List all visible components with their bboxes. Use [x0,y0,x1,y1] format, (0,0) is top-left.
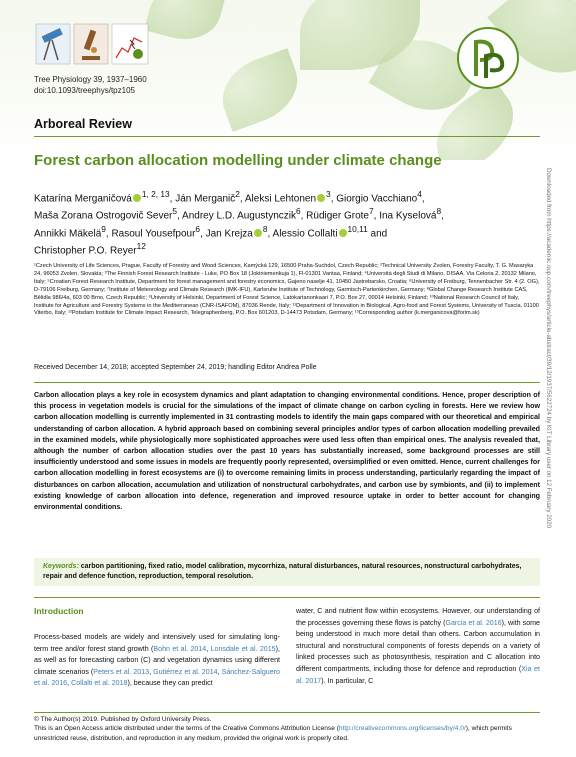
author-name: , Rasoul Yousefpour [105,227,196,239]
download-note: Downloaded from https://academic.oup.com/treephys/article-abstract/39/12/1937/5622724 by KIT Library user on 12 February 2020 [545,168,552,528]
body-text: ). In particular, C [321,676,374,685]
body-text: , [149,667,154,676]
journal-icons [34,20,152,70]
keywords-text: carbon partitioning, fixed ratio, model calibration, mycorrhiza, natural disturbances, natural resources, nonstructural carbohydrates, repair and defence function, reproduction, temporal resolution. [43,563,522,580]
body-text: , [206,644,211,653]
intro-column-left [34,632,280,690]
microscope-icon [74,24,108,64]
author-affiliation-ref: 8 [436,206,442,217]
author-line: Maša Zorana Ostrogovič Sever$^5$, Andrey L.D. Augustynczik$^6$, Rüdiger Grote$^7$, Ina Kyselová$^8$, [34,206,444,222]
body-text: ), with some being understood in much more detail than others. Carbon accumulation in structural and nonstructural components of forests depends on a variety of linked processes such as photosynthesis, respiration and C allocation into different compartments, including those for defence and reproduction ( [296,618,540,673]
intro-column-right [296,606,540,687]
author-affiliation-ref: 9 [101,223,106,234]
section-rule [34,136,540,137]
author-line: Katarína Merganičová $^{1, 2, 13}$, Ján Merganič$^2$, Aleksi Lehtonen $^3$, Giorgio Vacchiano$^4$, [34,189,425,205]
author-affiliation-ref: 6 [295,206,301,217]
author-name: , Alessio Collalti [267,227,338,239]
body-text: ), as well as for forecasting carbon (C) and vegetation dynamics using different climate scenarios ( [34,644,280,676]
keywords-box [34,558,540,586]
author-affiliation-ref: 8 [262,223,268,234]
intro-rule [34,597,540,598]
orcid-icon[interactable] [317,194,325,202]
tree-physiology-logo-icon [456,26,520,90]
citation-link[interactable]: Collalti et al. 2018 [71,679,128,688]
license-text: This is an Open Access article distributed under the terms of the Creative Commons Attribution License ( [34,725,339,733]
author-name: , Jan Krejza [200,227,253,239]
citation-link[interactable]: Gutiérrez et al. 2014 [153,667,218,676]
license-footer [34,715,540,743]
author-line [34,223,540,240]
citation-link[interactable]: Lonsdale et al. 2015 [210,644,276,653]
body-text: ), because they can predict [127,679,213,688]
citation-link[interactable]: Sánchez-Salguero et al. 2016 [34,667,280,688]
author-name: Katarína Merganičová [34,193,132,205]
author-name: , Andrey L.D. Augustynczik [177,210,296,222]
author-affiliation-ref: 5 [172,206,178,217]
citation-link[interactable]: Peters et al. 2013 [93,667,150,676]
article-title: Forest carbon allocation modelling under climate change [34,152,442,169]
author-name: , Aleksi Lehtonen [239,193,317,205]
author-affiliation-ref: 6 [195,223,201,234]
article-dates: Received December 14, 2018; accepted September 24, 2019; handling Editor Andrea Polle [34,364,317,371]
author-name: , Giorgio Vacchiano [330,193,418,205]
license-text: ), which permits unrestricted reuse, distribution, and reproduction in any medium, provided the original work is properly cited. [34,725,512,742]
orcid-icon[interactable] [254,229,262,237]
citation-link[interactable]: Bohn et al. 2014 [153,644,207,653]
abstract-rule [34,382,540,383]
affiliations: ¹Czech University of Life Sciences, Prague, Faculty of Forestry and Wood Sciences, Kamýcká 129, 16500 Praha-Suchdol, Czech Republic; ²Technical University Zvolen, Forestry Faculty, T. G. Masaryka 24, 96053 Zvolen, Slovakia; ³The Finnish Forest Research Institute - Luke, PO Box 18 (Jokiniemenkuja 1), FI-01301 Vantaa, Finland; ⁴Università degli Studi di Milano, DISAA. Via Celoria 2, 20132 Milano, Italy; ⁵Croatian Forest Research Institute, Department for forest management and forestry economics, Gajeno naselje 41, 10450 Jastrebarsko, Croatia; ⁶University of Freiburg, Tennenbacher Str. 4 (2. OG), D-79106 Freiburg, Germany; ⁷Institute of Meteorology and Climate Research (IMK-IFU), Karlsruhe Institute of Technology, Garmisch-Partenkirchen, Germany; ⁸Global Change Research Institute CAS, Bělidla 986/4a, 603 00 Brno, Czech Republic; ⁹University of Helsinki, Department of Forest Science, Latokartanonkaari 7, P.O. Box 27, 00014 Helsinki, Finland; ¹⁰National Research Council of Italy, Institute for Agriculture and Forestry Systems in the Mediterranean (CNR-ISAFOM), 87036 Rende, Italy; ¹¹Department of Innovation in Biological, Agro-food and Forest Systems, University of Tuscia, 01100 Viterbo, Italy; ¹²Potsdam Institute for Climate Impact Research, Telegraphenberg, P.O. Box 601203, D-14473 Potsdam, Germany; ¹³Corresponding author (k.merganicova@forim.sk) [34,263,540,317]
author-affiliation-ref: 12 [136,240,146,251]
leaf-decoration [212,48,308,132]
author-affiliation-ref: 3 [326,189,331,199]
journal-doi: doi:10.1093/treephys/tpz105 [34,86,135,95]
introduction-heading: Introduction [34,606,84,616]
orcid-icon[interactable] [339,229,347,237]
footer-rule [34,712,540,713]
author-affiliation-ref: 10,11 [347,223,368,234]
author-name: , Ina Kyselová [373,210,437,222]
chart-icon [112,24,148,64]
body-text: , [217,667,222,676]
body-text: , [67,679,72,688]
author-name: Christopher P.O. Reyer [34,245,137,257]
body-text: water, C and nutrient flow within ecosystems. However, our understanding of the processes governing these flows is patchy ( [296,607,540,627]
telescope-icon [36,24,70,64]
body-text: Process-based models are widely and intensively used for simulating long-term tree and/or forest stand growth ( [34,633,280,653]
keywords-label: Keywords: [43,563,79,570]
journal-citation: Tree Physiology 39, 1937–1960 [34,75,147,84]
citation-link[interactable]: Garcia et al. 2016 [445,618,502,627]
author-affiliation-ref: 2 [235,189,240,199]
author-name: Maša Zorana Ostrogovič Sever [34,210,173,222]
author-affiliation-ref: 1, 2, 13 [141,189,170,199]
author-affiliation-ref: 4 [417,189,422,199]
leaf-decoration [144,0,226,48]
section-label: Arboreal Review [34,117,132,131]
abstract: Carbon allocation plays a key role in ecosystem dynamics and plant adaptation to changing environmental conditions. Hence, proper description of this process in vegetation models is crucial for the simulations of the impact of climate change on carbon cycling in forests. Here we review how carbon allocation modelling is currently implemented in 31 contrasting models to identify the main gaps compared with our theoretical and empirical understanding of carbon allocation. A hybrid approach based on combining several principles and/or types of carbon allocation modelling prevailed in the examined models, while physiologically more sophisticated approaches were used less often than empirical ones. The analysis revealed that, although the number of carbon allocation studies over the past 10 years has substantially increased, some background processes are still insufficiently understood and some issues in models are frequently poorly represented, oversimplified or even omitted. Hence, current challenges for carbon allocation modelling in forest ecosystems are (i) to overcome remaining limits in process understanding, particularly regarding the impact of disturbances on carbon allocation, accumulation and utilization of nonstructural carbohydrates, and carbon use by symbionts, and (ii) to implement existing knowledge of carbon allocation into defence, regeneration and improved resource uptake in order to better account for changing environmental conditions. [34,391,540,512]
license-link[interactable]: http://creativecommons.org/licenses/by/4.0/ [338,725,466,733]
author-name: Annikki Mäkelä [34,227,102,239]
author-name: , Rüdiger Grote [300,210,369,222]
author-conjunction: and [367,227,388,239]
author-affiliation-ref: 7 [369,206,374,217]
citation-link[interactable]: Xia et al. 2017 [296,664,540,685]
author-name: , Ján Merganič [169,193,236,205]
author-list [34,188,540,257]
license-line [34,724,540,743]
author-line [34,240,540,257]
copyright-line: © The Author(s) 2019. Published by Oxford University Press. [34,716,212,723]
orcid-icon[interactable] [133,194,141,202]
